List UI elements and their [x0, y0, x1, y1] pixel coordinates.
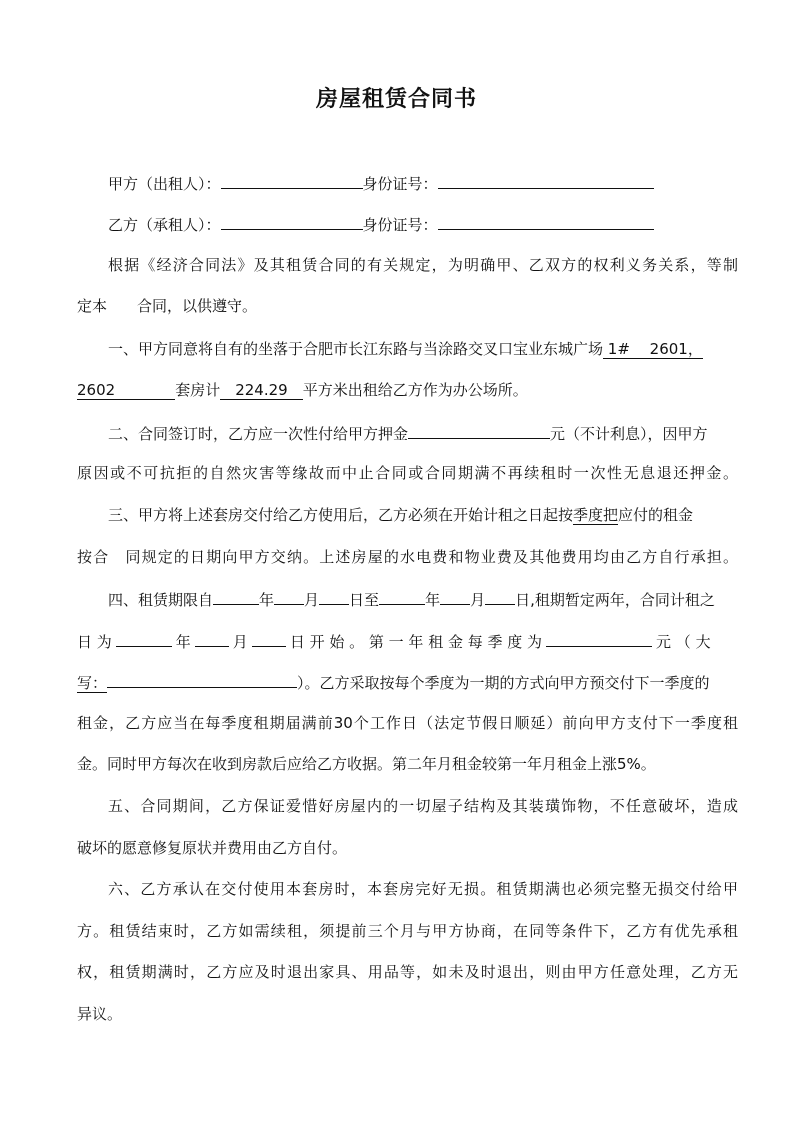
clause-3-prefix: 三、甲方将上述套房交付给乙方使用后，乙方必须在开始计租之日起按 [108, 506, 574, 524]
clause-1-unit-value-2: 2602 [77, 381, 176, 399]
clause-2-line-2: 原因或不可抗拒的自然灾害等缘故而中止合同或合同期满不再续租时一次性无息退还押金。 [77, 464, 738, 482]
clause-3-line-1 [108, 503, 693, 527]
clause-1-line-2 [77, 378, 528, 402]
party-a-line [108, 170, 654, 194]
clause-6-line-1: 六、乙方承认在交付使用本套房时，本套房完好无损。租赁期满也必须完整无损交付给甲 [108, 880, 738, 898]
clause-4-yuan: 元 （ 大 [656, 633, 711, 651]
end-month-blank [440, 586, 470, 605]
start-year-blank [213, 586, 259, 605]
party-a-name-blank [221, 170, 363, 189]
month-label-3: 月 [232, 633, 248, 651]
clause-6-line-2: 方。租赁结束时，乙方如需续租，须提前三个月与甲方协商，在同等条件下，乙方有优先承租 [77, 922, 738, 940]
party-a-id-label: 身份证号： [362, 175, 438, 193]
end-day-blank [485, 586, 515, 605]
clause-5-line-2: 破坏的愿意修复原状并费用由乙方自付。 [77, 839, 348, 857]
rent-start-day-blank [252, 628, 286, 647]
clause-2-suffix: 元（不计利息），因甲方 [550, 425, 708, 443]
clause-4-line-1 [108, 586, 715, 610]
deposit-amount-blank [408, 420, 550, 439]
intro-line-1: 根据《经济合同法》及其租赁合同的有关规定，为明确甲、乙双方的权利义务关系，等制 [108, 256, 738, 274]
year-label-2: 年 [425, 591, 441, 609]
rent-start-year-blank [116, 628, 172, 647]
rent-start-month-blank [195, 628, 229, 647]
party-b-label: 乙方（承租人）： [108, 216, 221, 234]
end-year-blank [379, 586, 425, 605]
clause-3-line-2: 按合 同规定的日期向甲方交纳。上述房屋的水电费和物业费及其他费用均由乙方自行承担。 [77, 548, 738, 566]
party-a-id-blank [438, 170, 654, 189]
start-day-blank [319, 586, 349, 605]
clause-4-line-3-text: ）。乙方采取按每个季度为一期的方式向甲方预交付下一季度的 [297, 674, 710, 692]
clause-4-line-1-end: 日,租期暂定两年，合同计租之 [515, 591, 715, 609]
day-label: 日至 [349, 591, 380, 609]
clause-1-mid: 套房计 [175, 381, 221, 399]
quarterly-rent-blank [546, 628, 652, 647]
clause-1-text: 一、甲方同意将自有的坐落于合肥市长江东路与当涂路交叉口宝业东城广场 [108, 340, 604, 358]
clause-6-line-3: 权，租赁期满时，乙方应及时退出家具、用品等，如未及时退出，则由甲方任意处理，乙方无 [77, 963, 738, 981]
clause-4-line-5: 金。同时甲方每次在收到房款后应给乙方收据。第二年月租金较第一年月租金上涨5%。 [77, 755, 656, 773]
clause-2-prefix: 二、合同签订时，乙方应一次性付给甲方押金 [108, 425, 409, 443]
capital-amount-label: 写： [77, 674, 108, 692]
clause-1-area-value: 224.29 [220, 381, 303, 399]
intro-line-2: 定本 合同，以供遵守。 [77, 297, 258, 315]
clause-1-suffix: 平方米出租给乙方作为办公场所。 [302, 381, 528, 399]
capital-amount-blank [107, 669, 297, 688]
clause-4-line-3 [77, 669, 710, 693]
clause-5-line-1: 五、合同期间，乙方保证爱惜好房屋内的一切屋子结构及其装璜饰物，不任意破坏，造成 [108, 797, 738, 815]
year-label-3: 年 [175, 633, 191, 651]
year-label: 年 [259, 591, 275, 609]
clause-3-underlined: 季度把 [573, 506, 619, 524]
document-title: 房屋租赁合同书 [315, 86, 477, 112]
month-label-2: 月 [470, 591, 486, 609]
clause-4-prefix: 四、租赁期限自 [108, 591, 214, 609]
clause-6-line-4: 异议。 [77, 1005, 123, 1023]
month-label: 月 [304, 591, 320, 609]
party-b-id-label: 身份证号： [362, 216, 438, 234]
party-a-label: 甲方（出租人）： [108, 175, 221, 193]
clause-2-line-1 [108, 420, 708, 444]
party-b-id-blank [438, 211, 654, 230]
clause-1-unit-value: 1# 2601， [603, 340, 703, 358]
party-b-name-blank [221, 211, 363, 230]
start-month-blank [274, 586, 304, 605]
clause-4-line-4: 租金，乙方应当在每季度租期届满前30个工作日（法定节假日顺延）前向甲方支付下一季度租 [77, 714, 738, 732]
clause-3-suffix: 应付的租金 [618, 506, 694, 524]
clause-4-line-2 [77, 628, 711, 652]
party-b-line [108, 211, 654, 235]
clause-4-rent-text: 日 开 始 。 第 一 年 租 金 每 季 度 为 [289, 633, 543, 651]
clause-4-line-2-start: 日 为 [77, 633, 112, 651]
clause-1-line-1 [108, 337, 703, 361]
